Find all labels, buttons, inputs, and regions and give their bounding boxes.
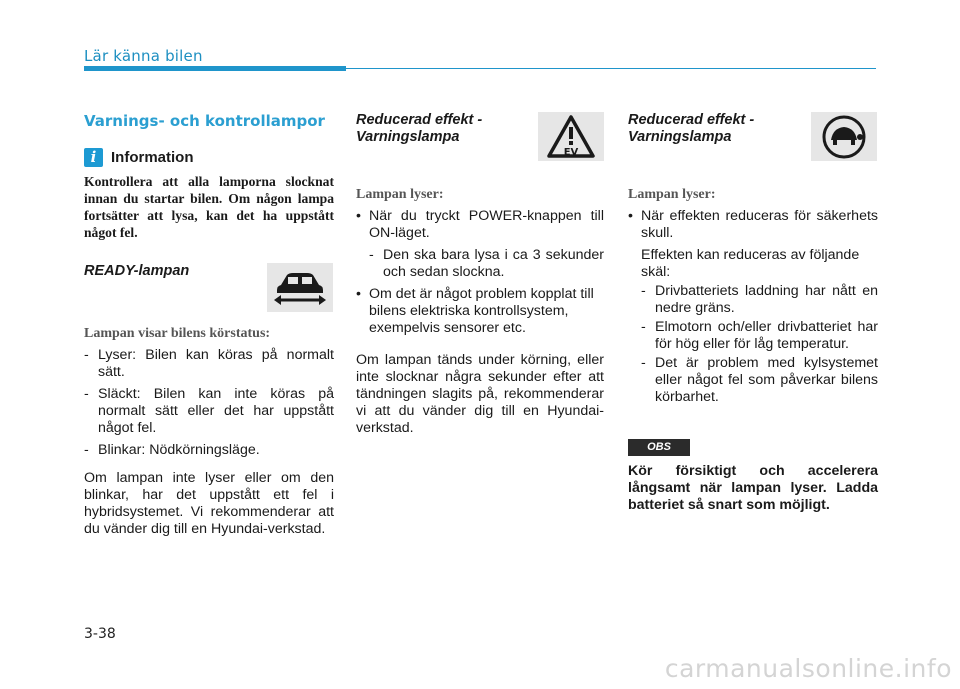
heading-line: Varningslampa — [628, 129, 732, 145]
page-number: 3-38 — [84, 626, 116, 642]
header-rule-thin — [346, 68, 876, 69]
dash-item: - Elmotorn och/eller drivbatteriet har för hög eller för låg temperatur. — [641, 319, 878, 352]
ready-lamp-icon — [267, 263, 333, 312]
ready-heading: READY-lampan — [84, 263, 190, 279]
header-rule-thick — [84, 66, 346, 71]
list-item-text: Lyser: Bilen kan köras på normalt sätt. — [98, 347, 334, 380]
dash-text: Det är problem med kylsystemet eller något fel som påverkar bilens körbarhet. — [655, 355, 878, 405]
dash-item: - Det är problem med kylsystemet eller något fel som påverkar bilens körbarhet. — [641, 355, 878, 405]
info-text: Kontrollera att alla lamporna slocknat innan du startar bilen. Om någon lampa fortsätter att lysa, kan det ha uppstått något fel. — [84, 174, 334, 240]
bullet-item: • Om det är något problem kopplat till bilens elektriska kontrollsystem, exempelvis sensorer etc. — [356, 286, 594, 336]
section-header: Lär känna bilen — [84, 47, 203, 65]
dash-item: - Den ska bara lysa i ca 3 sekunder och sedan slockna. — [369, 247, 604, 280]
info-icon: i — [84, 148, 103, 167]
right-warning: Kör försiktigt och accelerera långsamt när lampan lyser. Ladda batteriet så snart som möjligt. — [628, 463, 878, 513]
right-list — [628, 208, 878, 406]
list-item: - Blinkar: Nödkörningsläge. — [84, 442, 260, 458]
list-item-text: Släckt: Bilen kan inte köras på normalt sätt eller det har uppstått något fel. — [98, 386, 334, 436]
heading-line: Reducerad effekt - — [628, 112, 755, 128]
bullet-text: När effekten reduceras för säkerhets skull. — [641, 208, 878, 241]
info-title: Information — [111, 149, 194, 166]
status-list — [84, 347, 334, 459]
dash-text: Drivbatteriets laddning har nått en nedre gräns. — [655, 283, 878, 316]
left-paragraph: Om lampan inte lyser eller om den blinkar, har det uppstått ett fel i hybridsystemet. Vi rekommenderar att du vänder dig till en Hyundai-verkstad. — [84, 470, 334, 537]
middle-heading — [356, 112, 482, 146]
dash-text: Elmotorn och/eller drivbatteriet har för hög eller för låg temperatur. — [655, 319, 878, 352]
bullet-item: • När effekten reduceras för säkerhets skull. — [628, 208, 878, 241]
ev-icon-label: EV — [563, 147, 579, 158]
right-heading — [628, 112, 754, 146]
dash-text: Den ska bara lysa i ca 3 sekunder och sedan slockna. — [383, 247, 604, 280]
middle-sub: Lampan lyser: — [356, 187, 444, 202]
middle-list — [356, 208, 604, 337]
turtle-warning-icon — [811, 112, 877, 161]
status-heading: Lampan visar bilens körstatus: — [84, 326, 271, 341]
dash-item: - Drivbatteriets laddning har nått en nedre gräns. — [641, 283, 878, 316]
heading-line: Varningslampa — [356, 129, 460, 145]
list-item-text: Blinkar: Nödkörningsläge. — [98, 442, 260, 458]
obs-badge: OBS — [628, 439, 690, 456]
list-item: - Lyser: Bilen kan köras på normalt sätt. — [84, 347, 334, 380]
footer-watermark: carmanualsonline.info — [664, 654, 952, 683]
heading-line: Reducerad effekt - — [356, 112, 483, 128]
list-item: - Släckt: Bilen kan inte köras på normalt sätt eller det har uppstått något fel. — [84, 386, 334, 436]
middle-paragraph: Om lampan tänds under körning, eller inte slocknar några sekunder efter att tändningen slagits på, rekommenderar vi att du vänder dig till en Hyundai-verkstad. — [356, 352, 604, 436]
right-sub: Lampan lyser: — [628, 187, 716, 202]
reasons-intro: Effekten kan reduceras av följande skäl: — [641, 247, 860, 280]
section-title: Varnings- och kontrollampor — [84, 112, 325, 130]
bullet-text: När du tryckt POWER-knappen till ON-läget. — [369, 208, 604, 241]
ev-warning-icon — [538, 112, 604, 161]
bullet-item: • När du tryckt POWER-knappen till ON-läget. — [356, 208, 604, 241]
bullet-text: Om det är något problem kopplat till bilens elektriska kontrollsystem, exempelvis sensorer etc. — [369, 286, 594, 336]
